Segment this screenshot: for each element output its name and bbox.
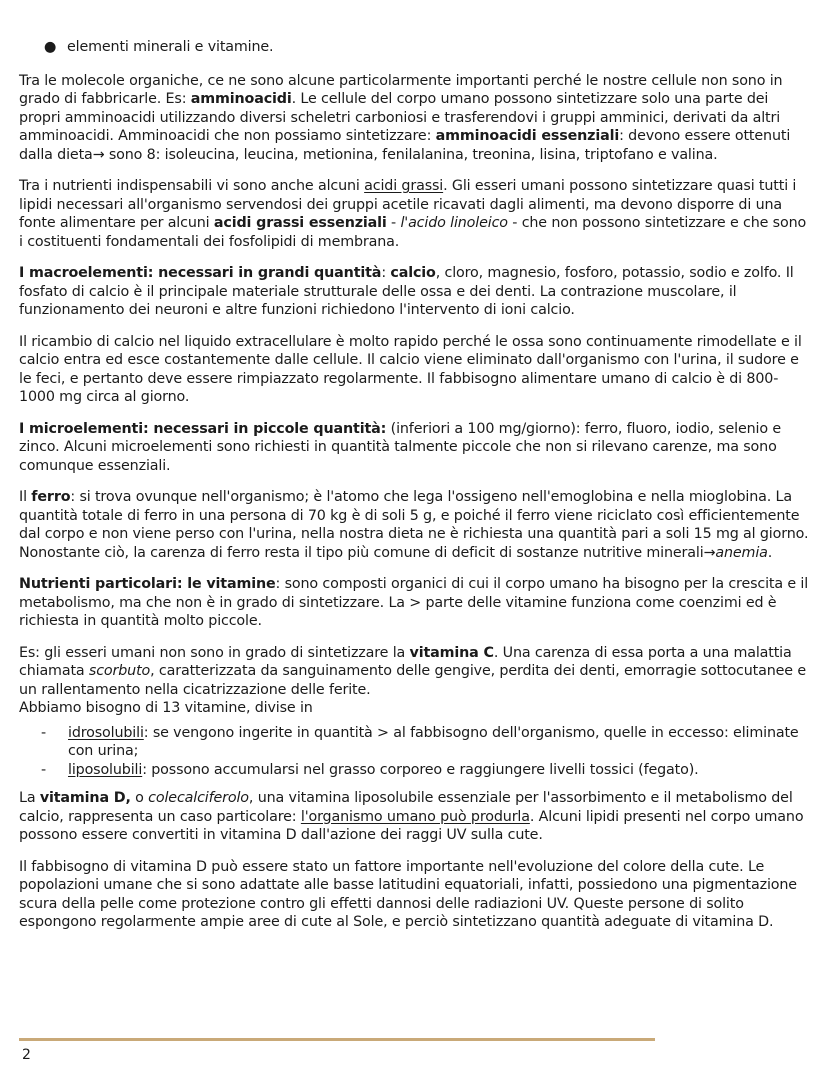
footer-divider	[19, 1038, 655, 1041]
paragraph-vitamina-d: La vitamina D, o colecalciferolo, una vitamina liposolubile essenziale per l'assorbimento e il metabolismo del calcio, rappresenta un caso particolare: l'organismo umano può produrla. Alcuni lipidi presenti nel corpo umano possono essere convertiti in vitamina D dall'azione dei raggi UV sulla cute.	[19, 790, 804, 843]
paragraph-microelementi: I microelementi: necessari in piccole quantità: (inferiori a 100 mg/giorno): ferro, fluoro, iodio, selenio e zinco. Alcuni microelementi sono richiesti in quantità talmente piccole che non si rilevano carenze, ma sono comunque essenziali.	[19, 420, 782, 474]
paragraph-amminoacidi: Tra le molecole organiche, ce ne sono alcune particolarmente importanti perché le nostre cellule non sono in grado di fabbricarle. Es: amminoacidi. Le cellule del corpo umano possono sintetizzare solo una parte dei propri amminoacidi utilizzando diversi scheletri carboniosi e trasferendovi i gruppi amminici, derivati da altri amminoacidi. Amminoacidi che non possiamo sintetizzare: amminoacidi essenziali: devono essere ottenuti dalla dieta→ sono 8: isoleucina, leucina, metionina, fenilalanina, treonina, lisina, triptofano e valina.	[19, 72, 791, 163]
paragraph-calcio: Il ricambio di calcio nel liquido extracellulare è molto rapido perché le ossa sono continuamente rimodellate e il calcio entra ed esce costantemente dalle cellule. Il calcio viene eliminato dall'organismo con l'urina, il sudore e le feci, e pertanto deve essere rimpiazzato regolarmente. Il fabbisogno alimentare umano di calcio è di 800-1000 mg circa al giorno.	[19, 333, 802, 405]
bullet-dot-icon: ●	[44, 39, 57, 55]
paragraph-macroelementi: I macroelementi: necessari in grandi quantità: calcio, cloro, magnesio, fosforo, potassio, sodio e zolfo. Il fosfato di calcio è il principale materiale strutturale delle ossa e dei denti. La contrazione muscolare, il funzionamento dei neuroni e altre funzioni richiedono l'intervento di ioni calcio.	[19, 265, 794, 318]
page-number: 2	[22, 1047, 31, 1063]
paragraph-vitamine: Nutrienti particolari: le vitamine: sono composti organici di cui il corpo umano ha bisogno per la crescita e il metabolismo, ma che non è in grado di sintetizzare. La > parte delle vitamine funziona come coenzimi ed è richiesta in quantità molto piccole.	[19, 576, 809, 629]
document-page	[19, 38, 813, 932]
paragraph-ferro: Il ferro: si trova ovunque nell'organismo; è l'atomo che lega l'ossigeno nell'emoglobina e nella mioglobina. La quantità totale di ferro in una persona di 70 kg è di soli 5 g, e poiché il ferro viene riciclato così efficientemente dal corpo e non viene perso con l'urina, nella nostra dieta ne è richiesta una quantità pari a soli 15 mg al giorno. Nonostante ciò, la carenza di ferro resta il tipo più comune di deficit di sostanze nutritive minerali→anemia.	[19, 489, 809, 561]
paragraph-acidi-grassi: Tra i nutrienti indispensabili vi sono anche alcuni acidi grassi. Gli esseri umani possono sintetizzare quasi tutti i lipidi necessari all'organismo servendosi dei gruppi acetile ricavati dagli alimenti, ma devono disporre di una fonte alimentare per alcuni acidi grassi essenziali - l'acido linoleico - che non possono sintetizzare e che sono i costituenti fondamentali dei fosfolipidi di membrana.	[19, 178, 807, 250]
list-item: - liposolubili: possono accumularsi nel grasso corporeo e raggiungere livelli tossici (fegato).	[41, 761, 699, 778]
paragraph-fabbisogno-vitamina-d: Il fabbisogno di vitamina D può essere stato un fattore importante nell'evoluzione del colore della cute. Le popolazioni umane che si sono adattate alle basse latitudini equatoriali, infatti, possiedono una pigmentazione scura della pelle come protezione contro gli effetti dannosi delle radiazioni UV. Queste persone di solito espongono regolarmente ampie aree di cute al Sole, e perciò sintetizzano quantità adeguate di vitamina D.	[19, 858, 797, 930]
paragraph-vitamina-c: Es: gli esseri umani non sono in grado di sintetizzare la vitamina C. Una carenza di essa porta a una malattia chiamata scorbuto, caratterizzata da sanguinamento delle gengive, perdita dei denti, emorragie sottocutanee e un rallentamento nella cicatrizzazione delle ferite. Abbiamo bisogno di 13 vitamine, divise in	[19, 644, 806, 716]
bullet-item: ● elementi minerali e vitamine.	[44, 39, 274, 55]
list-item: - idrosolubili: se vengono ingerite in quantità > al fabbisogno dell'organismo, quelle in eccesso: eliminate con urina;	[41, 724, 799, 759]
vitamin-types-list	[19, 724, 813, 780]
